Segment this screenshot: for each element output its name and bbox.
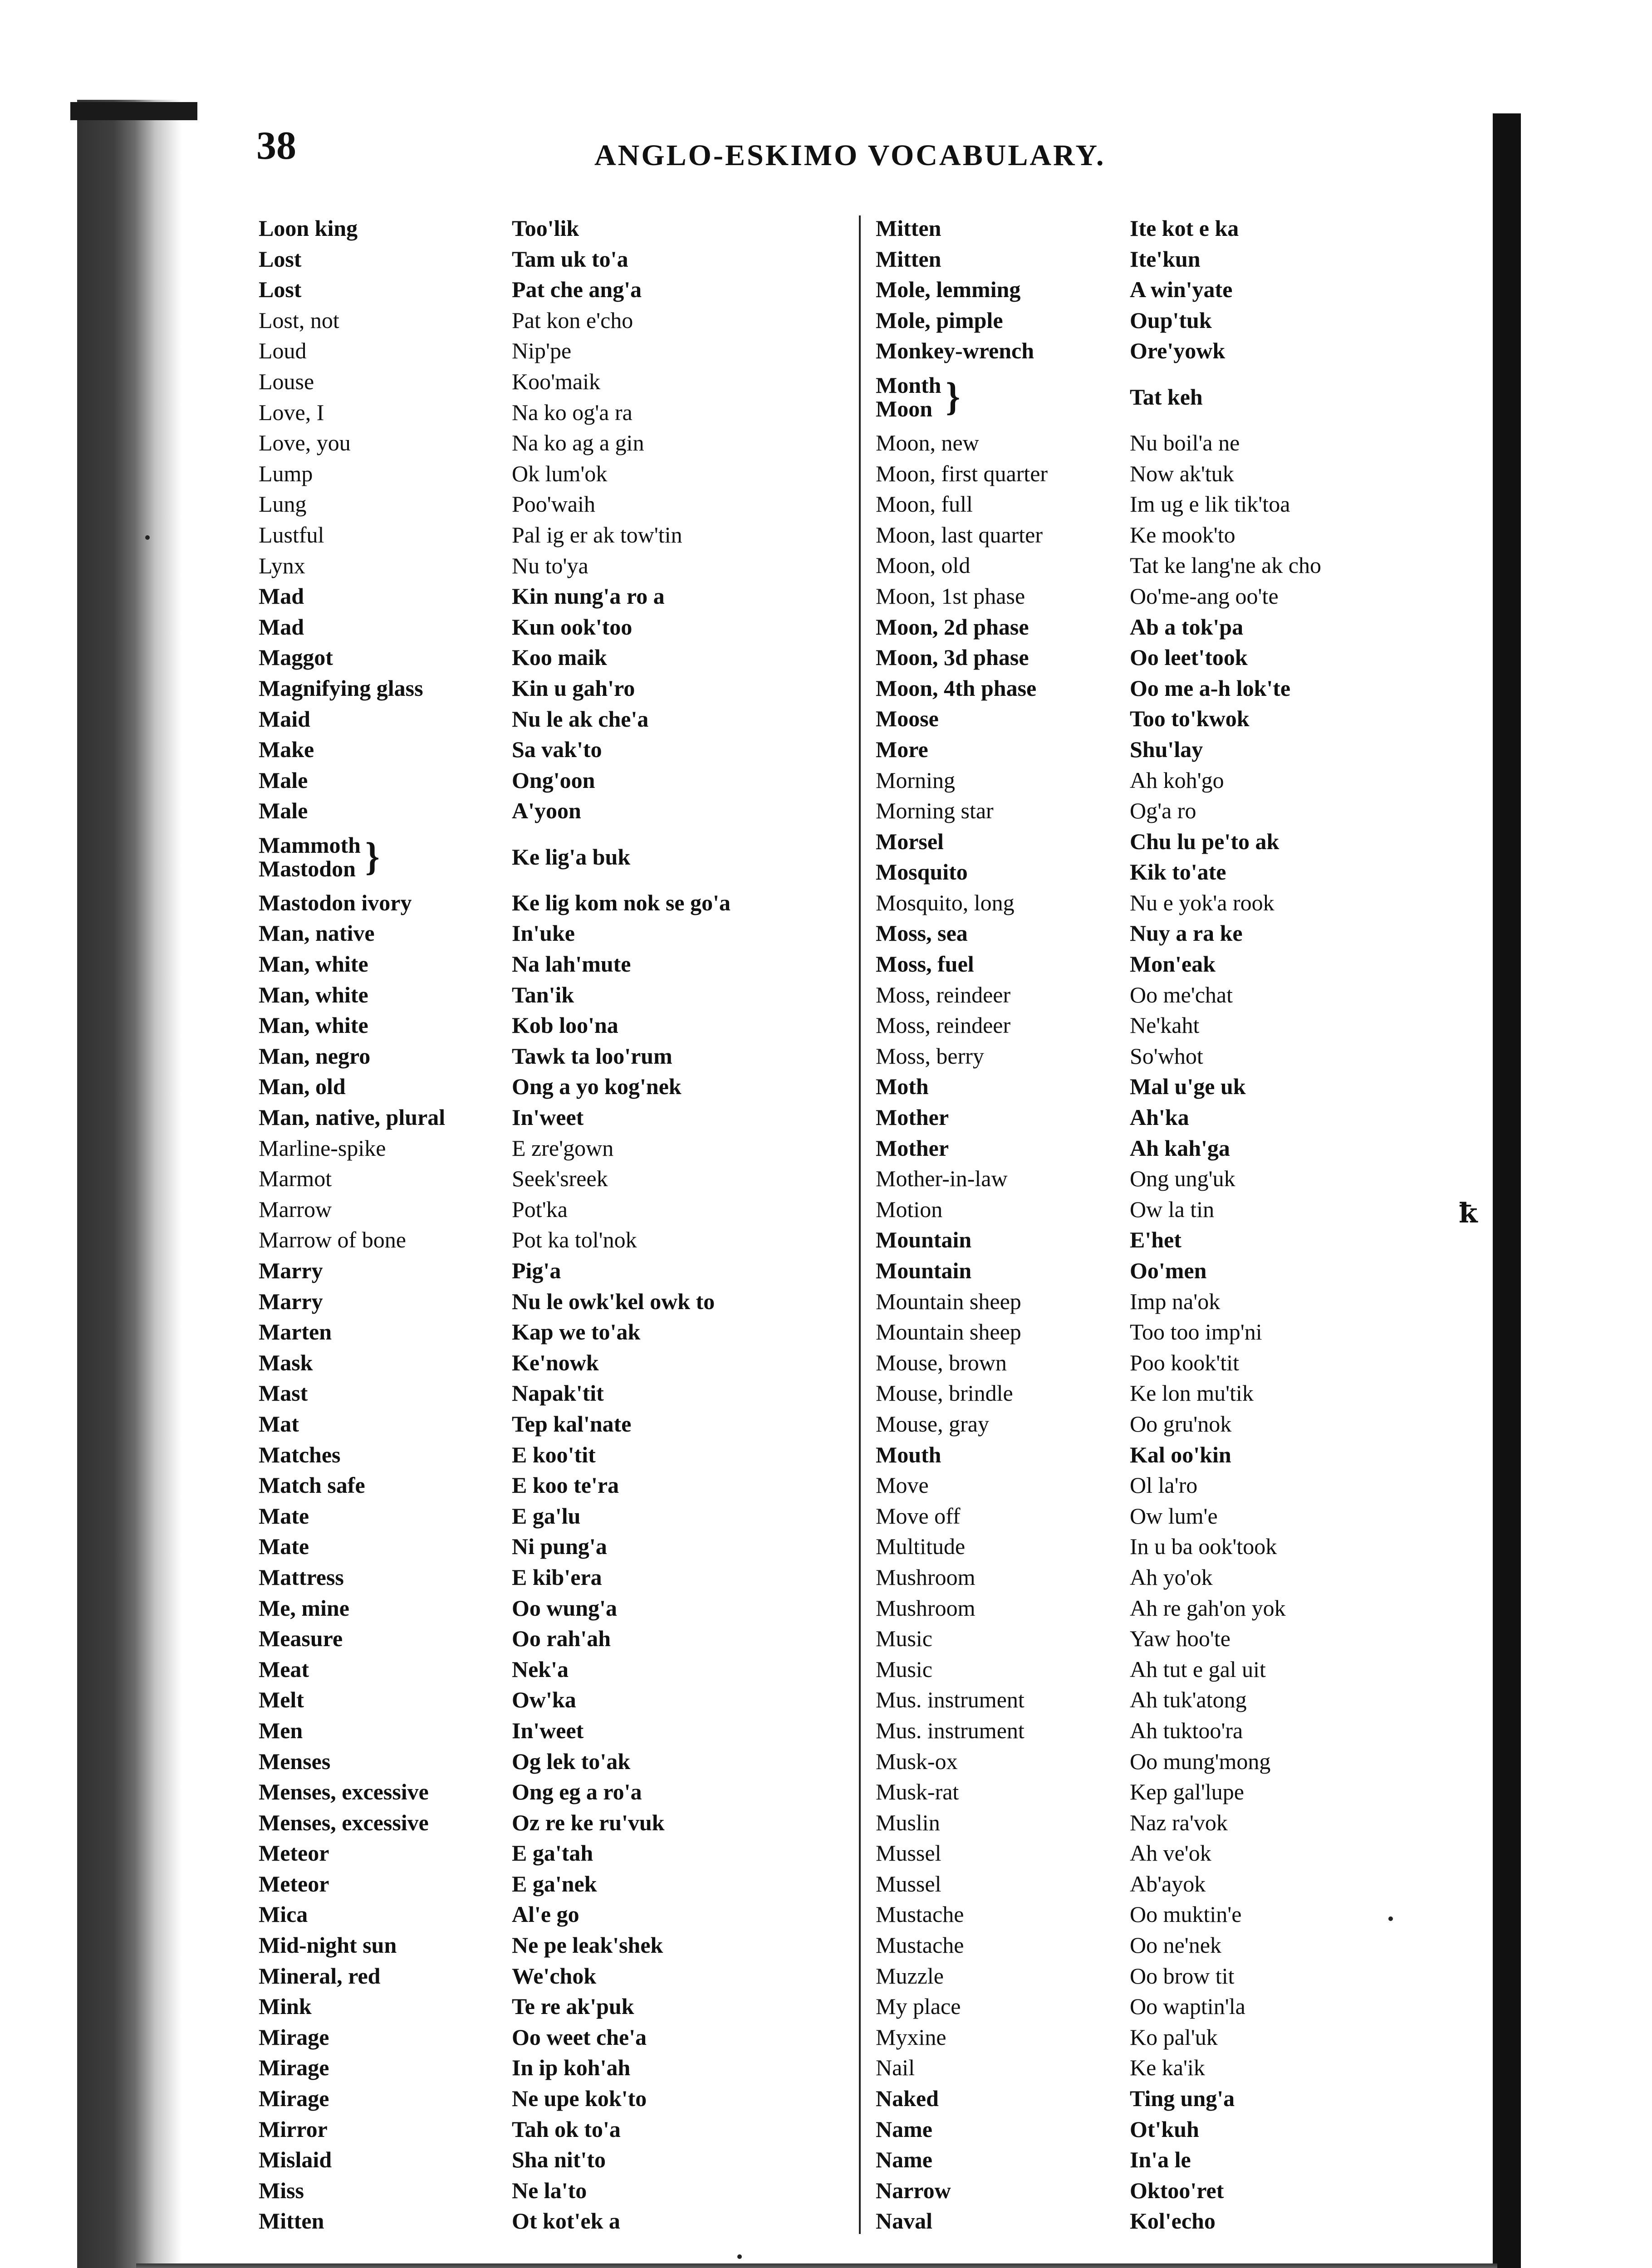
entry-eskimo: Mon'eak [1130, 951, 1216, 977]
entry-english: Mosquito [876, 859, 968, 885]
entry-english: Mole, pimple [876, 307, 1003, 333]
entry-eskimo: Poo kook'tit [1130, 1349, 1239, 1375]
entry-english-line: Moon [876, 396, 932, 422]
entry-english: Moss, berry [876, 1043, 984, 1069]
entry-eskimo: Ting ung'a [1130, 2086, 1235, 2112]
entry-english: Motion [876, 1196, 943, 1222]
entry-english: Man, white [259, 951, 368, 977]
entry-eskimo: Ah yo'ok [1130, 1564, 1213, 1590]
entry-eskimo: Mal u'ge uk [1130, 1074, 1246, 1100]
entry-eskimo: Ot'kuh [1130, 2116, 1199, 2142]
entry-eskimo: In u ba ook'took [1130, 1534, 1277, 1559]
entry-english: Naked [876, 2086, 939, 2112]
entry-eskimo: Pal ig er ak tow'tin [512, 522, 682, 547]
speck-dot [737, 2254, 742, 2259]
entry-english: Mussel [876, 1840, 941, 1866]
entry-english: Love, you [259, 430, 351, 456]
entry-english: Mad [259, 583, 304, 609]
entry-eskimo: Ne upe kok'to [512, 2086, 647, 2112]
entry-eskimo: E koo'tit [512, 1442, 596, 1467]
entry-english: Moon, 3d phase [876, 645, 1029, 670]
entry-english: Marten [259, 1319, 332, 1345]
entry-english: Moon, full [876, 491, 973, 517]
entry-eskimo: Nek'a [512, 1656, 569, 1682]
entry-eskimo: Ong ung'uk [1130, 1166, 1235, 1192]
entry-eskimo: Tat ke lang'ne ak cho [1130, 552, 1321, 578]
entry-eskimo: Oo muktin'e [1130, 1901, 1242, 1927]
entry-english: Magnifying glass [259, 675, 423, 701]
entry-english: Mussel [876, 1871, 941, 1897]
entry-english: Move off [876, 1503, 961, 1529]
entry-eskimo: Tam uk to'a [512, 246, 628, 272]
entry-eskimo: Oo wung'a [512, 1595, 618, 1621]
brace-glyph: } [365, 835, 380, 879]
entry-english: Nail [876, 2055, 915, 2081]
entry-eskimo: Ah kah'ga [1130, 1135, 1230, 1161]
entry-eskimo: E ga'tah [512, 1840, 593, 1866]
entry-eskimo: Na ko ag a gin [512, 430, 644, 456]
entry-eskimo: Ne la'to [512, 2177, 587, 2203]
entry-eskimo: Im ug e lik tik'toa [1130, 491, 1290, 517]
brace-glyph: } [946, 375, 960, 419]
entry-english-line: Mastodon [259, 856, 356, 882]
entry-eskimo: Te re ak'puk [512, 1994, 634, 2019]
entry-english: Mountain sheep [876, 1319, 1021, 1345]
entry-english: Moon, old [876, 552, 971, 578]
entry-eskimo: Ite'kun [1130, 246, 1201, 272]
entry-eskimo: In'uke [512, 920, 575, 946]
entry-english: Mushroom [876, 1564, 976, 1590]
entry-eskimo: We'chok [512, 1963, 597, 1989]
entry-eskimo: Oo mung'mong [1130, 1748, 1271, 1774]
entry-eskimo: Nu le ak che'a [512, 706, 649, 732]
entry-eskimo: Kin nung'a ro a [512, 583, 665, 609]
entry-english: Male [259, 767, 308, 793]
entry-eskimo: Nip'pe [512, 338, 572, 364]
entry-eskimo: Oo me a-h lok'te [1130, 675, 1291, 701]
speck-dot [145, 535, 150, 540]
entry-eskimo: Ah tuktoo'ra [1130, 1717, 1243, 1743]
entry-english: Man, native [259, 920, 375, 946]
entry-english: Mouse, brindle [876, 1380, 1013, 1406]
entry-eskimo: Koo maik [512, 645, 607, 670]
entry-eskimo: Og'a ro [1130, 798, 1196, 824]
entry-english: Musk-ox [876, 1748, 958, 1774]
entry-english: Muzzle [876, 1963, 944, 1989]
entry-english-line: Month [876, 372, 941, 398]
entry-eskimo: Ore'yowk [1130, 338, 1226, 364]
entry-english: Loud [259, 338, 307, 364]
entry-english: Meteor [259, 1840, 329, 1866]
column-divider [859, 215, 861, 2234]
entry-english: Mirage [259, 2086, 329, 2112]
entry-eskimo: Ah tut e gal uit [1130, 1656, 1266, 1682]
entry-eskimo: E ga'nek [512, 1871, 597, 1897]
binding-edge [77, 100, 181, 2268]
entry-english [876, 367, 1048, 428]
entry-eskimo: Tah ok to'a [512, 2116, 621, 2142]
entry-english: Myxine [876, 2024, 946, 2050]
entry-english: Mica [259, 1901, 308, 1927]
entry-eskimo: Ab'ayok [1130, 1871, 1206, 1897]
entry-eskimo: In'a le [1130, 2147, 1191, 2173]
entry-eskimo: A'yoon [512, 798, 581, 824]
entry-eskimo: Naz ra'vok [1130, 1809, 1228, 1835]
entry-english: Mast [259, 1380, 308, 1406]
entry-english: Musk-rat [876, 1779, 959, 1805]
entry-english: Man, white [259, 1012, 368, 1038]
entry-english: Love, I [259, 399, 324, 425]
entry-english: Mattress [259, 1564, 344, 1590]
entry-eskimo: Ol la'ro [1130, 1472, 1198, 1498]
entry-english: Mountain sheep [876, 1288, 1021, 1314]
entry-eskimo: Ah'ka [1130, 1105, 1189, 1130]
entry-eskimo: Too to'kwok [1130, 706, 1250, 732]
entry-eskimo: Oo'me-ang oo'te [1130, 583, 1279, 609]
entry-english: Man, old [259, 1074, 346, 1100]
entry-eskimo: Oz re ke ru'vuk [512, 1809, 665, 1835]
entry-english: Mitten [259, 2208, 324, 2234]
entry-english: Morning star [876, 798, 994, 824]
entry-english: Mountain [876, 1227, 972, 1253]
entry-english: Menses [259, 1748, 331, 1774]
entry-eskimo: Ko pal'uk [1130, 2024, 1218, 2050]
entry-english: Moon, new [876, 430, 979, 455]
entry-english: Mus. instrument [876, 1687, 1025, 1713]
entry-eskimo: Chu lu pe'to ak [1130, 828, 1279, 854]
entry-eskimo: Ab a tok'pa [1130, 614, 1244, 640]
entry-english: Naval [876, 2208, 932, 2234]
entry-eskimo: Al'e go [512, 1901, 579, 1927]
entry-eskimo: Oo weet che'a [512, 2024, 647, 2050]
entry-english: Moss, fuel [876, 951, 974, 977]
entry-english-line: Mammoth [259, 832, 361, 858]
entry-eskimo: Kun ook'too [512, 614, 632, 640]
entry-eskimo: Yaw hoo'te [1130, 1626, 1230, 1652]
entry-eskimo: E zre'gown [512, 1135, 614, 1161]
entry-english: Men [259, 1717, 303, 1743]
entry-english: Mustache [876, 1932, 964, 1958]
entry-eskimo: Ow'ka [512, 1687, 576, 1713]
entry-eskimo: Oo'men [1130, 1258, 1207, 1283]
entry-english: Marrow of bone [259, 1227, 406, 1253]
entry-eskimo: Oktoo'ret [1130, 2177, 1224, 2203]
entry-english: Moth [876, 1074, 929, 1100]
entry-english: Mountain [876, 1258, 972, 1283]
entry-eskimo: Ah ve'ok [1130, 1840, 1211, 1866]
entry-eskimo: Ke mook'to [1130, 522, 1235, 547]
entry-eskimo: Shu'lay [1130, 736, 1203, 762]
entry-eskimo: Too'lik [512, 215, 579, 241]
entry-eskimo: Imp na'ok [1130, 1288, 1221, 1314]
entry-english: Lung [259, 491, 307, 517]
entry-english: Mus. instrument [876, 1717, 1025, 1743]
entry-eskimo: Too too imp'ni [1130, 1319, 1262, 1345]
entry-english: Mink [259, 1994, 312, 2019]
entry-english: Mustache [876, 1901, 964, 1927]
entry-english: Moon, 2d phase [876, 614, 1029, 640]
entry-eskimo: Tat keh [1130, 384, 1203, 410]
entry-eskimo: Oo ne'nek [1130, 1932, 1222, 1958]
entry-eskimo: Na lah'mute [512, 951, 631, 977]
entry-eskimo: Ne pe leak'shek [512, 1932, 663, 1958]
entry-eskimo: Ah re gah'on yok [1130, 1595, 1286, 1621]
entry-english: Mother-in-law [876, 1166, 1008, 1192]
entry-eskimo: Ni pung'a [512, 1534, 607, 1559]
page-number: 38 [256, 124, 296, 168]
running-head: ANGLO-ESKIMO VOCABULARY. [594, 139, 1106, 172]
entry-english: Lustful [259, 522, 324, 547]
entry-eskimo: Oup'tuk [1130, 307, 1212, 333]
entry-english: Mid-night sun [259, 1932, 397, 1958]
left-eskimo-column [512, 213, 730, 2237]
entry-eskimo: Oo waptin'la [1130, 1994, 1245, 2019]
entry-english: Mirror [259, 2116, 328, 2142]
entry-english: Mole, lemming [876, 277, 1021, 303]
entry-eskimo: Nu to'ya [512, 552, 588, 578]
entry-eskimo: Kal oo'kin [1130, 1442, 1231, 1467]
entry-eskimo: Ow la tin [1130, 1196, 1215, 1222]
entry-english [259, 826, 445, 888]
entry-english: Miss [259, 2177, 304, 2203]
entry-english: Marmot [259, 1166, 332, 1192]
entry-eskimo: Nu boil'a ne [1130, 430, 1240, 455]
entry-english: Mother [876, 1135, 949, 1161]
entry-eskimo: Nuy a ra ke [1130, 920, 1243, 946]
entry-english: Mushroom [876, 1595, 976, 1621]
entry-english: Maggot [259, 645, 333, 670]
entry-english: Lost [259, 277, 302, 303]
entry-eskimo: Ke ka'ik [1130, 2055, 1205, 2081]
entry-eskimo: Ow lum'e [1130, 1503, 1218, 1529]
entry-english: Moon, last quarter [876, 522, 1043, 547]
entry-eskimo: So'whot [1130, 1043, 1203, 1069]
entry-eskimo: Kin u gah'ro [512, 675, 635, 701]
entry-english: Moon, 4th phase [876, 675, 1037, 701]
entry-english: Monkey-wrench [876, 338, 1034, 364]
entry-eskimo: Nu le owk'kel owk to [512, 1288, 715, 1314]
entry-english: Mask [259, 1349, 313, 1375]
entry-english: Mother [876, 1105, 949, 1130]
entry-english: Mouse, gray [876, 1411, 989, 1437]
right-eskimo-column [1130, 213, 1321, 2237]
entry-english: Mate [259, 1503, 309, 1529]
entry-english: Louse [259, 368, 314, 394]
entry-english: Moon, first quarter [876, 460, 1048, 486]
entry-english: Mislaid [259, 2147, 332, 2173]
entry-eskimo: In ip koh'ah [512, 2055, 631, 2081]
entry-eskimo: Sha nit'to [512, 2147, 606, 2173]
entry-english: Mastodon ivory [259, 890, 412, 915]
entry-eskimo: Ite kot e ka [1130, 215, 1239, 241]
entry-english: Matches [259, 1442, 341, 1467]
entry-english: Lost, not [259, 307, 339, 333]
entry-eskimo: Kap we to'ak [512, 1319, 641, 1345]
entry-english: Mouse, brown [876, 1349, 1007, 1375]
entry-english: Name [876, 2116, 932, 2142]
entry-eskimo: Tawk ta loo'rum [512, 1043, 672, 1069]
entry-english: Morsel [876, 828, 944, 854]
entry-eskimo: Sa vak'to [512, 737, 602, 763]
entry-eskimo: Kik to'ate [1130, 859, 1226, 885]
entry-english: Muslin [876, 1809, 940, 1835]
entry-eskimo: Kep gal'lupe [1130, 1779, 1244, 1805]
entry-english: Me, mine [259, 1595, 349, 1621]
margin-mark: ꝁ [1459, 1198, 1479, 1228]
entry-english: Marline-spike [259, 1135, 386, 1161]
entry-eskimo: E kib'era [512, 1564, 602, 1590]
entry-eskimo: Pat che ang'a [512, 277, 642, 303]
entry-english: Menses, excessive [259, 1779, 429, 1805]
entry-eskimo: Ke lig'a buk [512, 844, 631, 870]
entry-english: Loon king [259, 215, 358, 241]
entry-eskimo: Nu e yok'a rook [1130, 890, 1275, 915]
entry-eskimo: Koo'maik [512, 368, 601, 394]
entry-english: Male [259, 798, 308, 824]
entry-english: Measure [259, 1626, 343, 1652]
entry-english: Mouth [876, 1442, 941, 1467]
entry-english: Music [876, 1656, 932, 1682]
entry-eskimo: Kol'echo [1130, 2208, 1216, 2234]
left-english-column [259, 213, 445, 2237]
entry-english: Meteor [259, 1871, 329, 1897]
entry-english: Maid [259, 706, 310, 732]
entry-eskimo: Pig'a [512, 1258, 561, 1283]
entry-english: Marry [259, 1288, 323, 1314]
entry-eskimo: Oo gru'nok [1130, 1411, 1232, 1437]
entry-english: Lynx [259, 552, 305, 578]
entry-eskimo: E ga'lu [512, 1503, 581, 1529]
entry-eskimo: Oo rah'ah [512, 1626, 611, 1652]
binding-top-edge [70, 102, 197, 120]
entry-eskimo: Pot'ka [512, 1196, 568, 1222]
entry-english: Make [259, 737, 314, 763]
entry-eskimo: Ong a yo kog'nek [512, 1074, 681, 1100]
entry-eskimo: Pat kon e'cho [512, 307, 633, 333]
entry-english: Moon, 1st phase [876, 583, 1025, 609]
entry-eskimo: Ong'oon [512, 767, 595, 793]
entry-english: Morning [876, 767, 955, 793]
entry-eskimo: Ke'nowk [512, 1349, 599, 1375]
entry-eskimo: Kob loo'na [512, 1012, 618, 1038]
entry-eskimo: Seek'sreek [512, 1166, 608, 1192]
entry-english: My place [876, 1994, 961, 2019]
entry-english: Multitude [876, 1534, 966, 1559]
entry-english: Lost [259, 246, 302, 272]
entry-english: Mate [259, 1534, 309, 1559]
right-page-edge [1493, 113, 1521, 2268]
entry-eskimo: Ot kot'ek a [512, 2208, 620, 2234]
entry-eskimo: Ne'kaht [1130, 1012, 1200, 1038]
entry-eskimo: E koo te'ra [512, 1472, 619, 1498]
entry-english: Mat [259, 1411, 299, 1437]
entry-english: Man, white [259, 982, 368, 1007]
entry-english: More [876, 736, 928, 762]
entry-english: Moose [876, 706, 939, 732]
entry-english: Menses, excessive [259, 1809, 429, 1835]
right-english-column [876, 213, 1048, 2237]
entry-eskimo: Oo brow tit [1130, 1963, 1235, 1989]
entry-eskimo: Tan'ik [512, 982, 574, 1007]
entry-english: Mirage [259, 2024, 329, 2050]
entry-eskimo: In'weet [512, 1717, 584, 1743]
entry-english: Marry [259, 1258, 323, 1283]
entry-eskimo: A win'yate [1130, 277, 1233, 303]
entry-english: Name [876, 2147, 932, 2173]
bottom-page-edge [136, 2263, 1497, 2268]
entry-eskimo: Ah koh'go [1130, 767, 1224, 793]
entry-english: Mitten [876, 215, 941, 241]
entry-eskimo: Poo'waih [512, 491, 596, 517]
entry-english: Match safe [259, 1472, 365, 1498]
entry-eskimo: Pot ka tol'nok [512, 1227, 637, 1253]
entry-eskimo: Now ak'tuk [1130, 460, 1234, 486]
entry-eskimo: Na ko og'a ra [512, 399, 632, 425]
entry-eskimo: Napak'tit [512, 1380, 604, 1406]
entry-eskimo: In'weet [512, 1105, 584, 1130]
entry-english: Meat [259, 1656, 309, 1682]
entry-english: Moss, reindeer [876, 982, 1011, 1007]
entry-english: Marrow [259, 1196, 332, 1222]
entry-english: Mineral, red [259, 1963, 381, 1989]
entry-eskimo: Oo me'chat [1130, 982, 1233, 1007]
entry-english: Man, native, plural [259, 1105, 446, 1130]
entry-english: Moss, sea [876, 920, 968, 946]
entry-eskimo: E'het [1130, 1227, 1181, 1253]
entry-english: Music [876, 1626, 932, 1652]
entry-eskimo: Oo leet'took [1130, 645, 1248, 670]
entry-english: Move [876, 1472, 929, 1498]
entry-eskimo: Ok lum'ok [512, 460, 608, 486]
entry-english: Mirage [259, 2055, 329, 2081]
entry-english: Mitten [876, 246, 941, 272]
entry-eskimo: Ke lig kom nok se go'a [512, 890, 730, 915]
entry-english: Man, negro [259, 1043, 371, 1069]
entry-eskimo: Og lek to'ak [512, 1748, 631, 1774]
entry-eskimo: Ke lon mu'tik [1130, 1380, 1254, 1406]
entry-english: Mosquito, long [876, 890, 1015, 915]
speck-dot [1388, 1916, 1393, 1921]
entry-english: Lump [259, 460, 313, 486]
entry-english: Moss, reindeer [876, 1012, 1011, 1038]
entry-eskimo: Tep kal'nate [512, 1411, 632, 1437]
entry-eskimo: Ong eg a ro'a [512, 1779, 642, 1805]
entry-english: Melt [259, 1687, 304, 1713]
entry-eskimo: Ah tuk'atong [1130, 1687, 1247, 1713]
entry-english: Mad [259, 614, 304, 640]
entry-english: Narrow [876, 2177, 951, 2203]
